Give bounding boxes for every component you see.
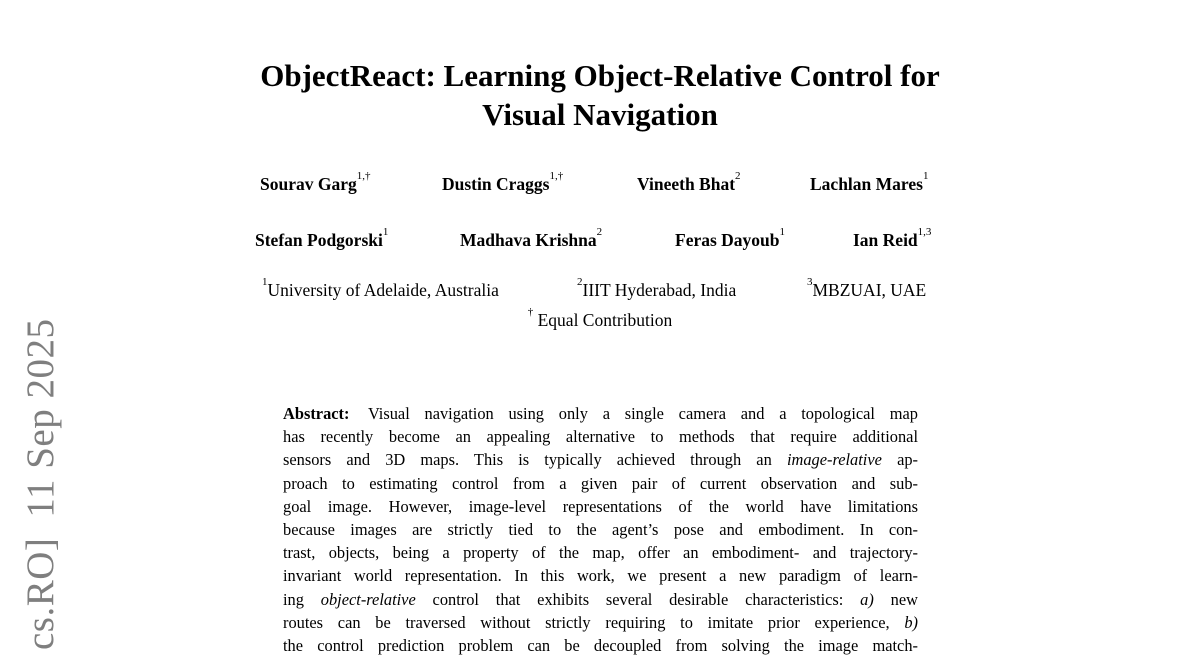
author-name-text: Stefan Podgorski [255,230,383,250]
affiliation [262,276,499,301]
abstract-text: ing [283,589,304,609]
author-superscript: 1 [382,226,389,238]
abstract-line: invariant world representation. In this work, we present a new paradigm of learn- [283,566,918,586]
abstract-emphasis: b) [904,612,918,632]
author-superscript: 2 [596,226,603,238]
abstract-line [283,588,918,611]
author-superscript: 1 [779,226,786,238]
abstract-line: trast, objects, being a property of the map, offer an embodiment- and trajectory- [283,543,918,563]
affiliation-superscript: 3 [807,276,813,288]
affiliation-name: University of Adelaide, Australia [267,280,499,300]
author-superscript: 1 [922,170,929,182]
arxiv-category: cs.RO] [19,537,62,650]
abstract-line [283,611,918,634]
abstract-line: has recently become an appealing alternative to methods that require additional [283,427,918,447]
author-name [260,170,371,195]
abstract-label: Abstract: [283,404,350,423]
author-row-2 [0,226,1200,252]
affiliation-superscript: 2 [577,276,583,288]
abstract-emphasis: image-relative [786,450,882,470]
affiliation [807,276,927,301]
author-name [255,226,389,251]
abstract-text: Visual navigation using only a single camera and a topological map [367,404,918,423]
abstract-text: ap- [897,450,918,470]
author-superscript: 2 [735,170,741,182]
abstract-text: sensors and 3D maps. This is typically achieved through an [283,450,772,470]
abstract-line: the control prediction problem can be decoupled from solving the image match- [283,636,918,656]
author-name-text: Ian Reid [853,230,918,250]
author-name-text: Madhava Krishna [460,230,597,250]
paper-title-line-1: ObjectReact: Learning Object-Relative Control for [260,58,940,93]
author-name-text: Sourav Garg [260,174,357,194]
author-name [637,170,741,195]
abstract-line [283,448,918,471]
author-name [810,170,929,195]
author-name [442,170,564,195]
abstract-line: because images are strictly tied to the agent’s pose and embodiment. In con- [283,520,918,540]
abstract-text: routes can be traversed without strictly requiring to imitate prior experience, [283,612,890,632]
abstract-emphasis: object-relative [320,589,416,609]
author-name-text: Feras Dayoub [675,230,780,250]
abstract-line: proach to estimating control from a given pair of current observation and sub- [283,473,918,493]
equal-contribution-note [0,306,1200,331]
author-name-text: Vineeth Bhat [637,174,736,194]
author-name [460,226,603,251]
abstract-emphasis: a) [860,589,874,609]
abstract [283,402,918,657]
abstract-line: goal image. However, image-level representations of the world have limitations [283,496,918,516]
author-row-1 [0,170,1200,196]
affiliation-name: IIIT Hyderabad, India [582,280,737,300]
equal-contribution-text: Equal Contribution [537,310,673,330]
abstract-text: control that exhibits several desirable characteristics: [432,589,844,609]
paper-title-line-2: Visual Navigation [482,97,718,132]
abstract-line [283,402,918,425]
affiliation-superscript: 1 [262,276,268,288]
paper-title [0,56,1200,134]
author-name-text: Lachlan Mares [810,174,923,194]
author-name-text: Dustin Craggs [442,174,550,194]
arxiv-stamp [18,319,63,650]
author-superscript: 1,3 [917,226,932,238]
author-name [675,226,786,251]
arxiv-date: 11 Sep 2025 [19,318,62,518]
author-superscript: 1,† [356,170,371,182]
dagger-superscript: † [527,306,534,318]
affiliation-name: MBZUAI, UAE [812,280,927,300]
affiliation [577,276,737,301]
author-name [853,226,932,251]
abstract-text: new [890,589,918,609]
author-superscript: 1,† [549,170,564,182]
